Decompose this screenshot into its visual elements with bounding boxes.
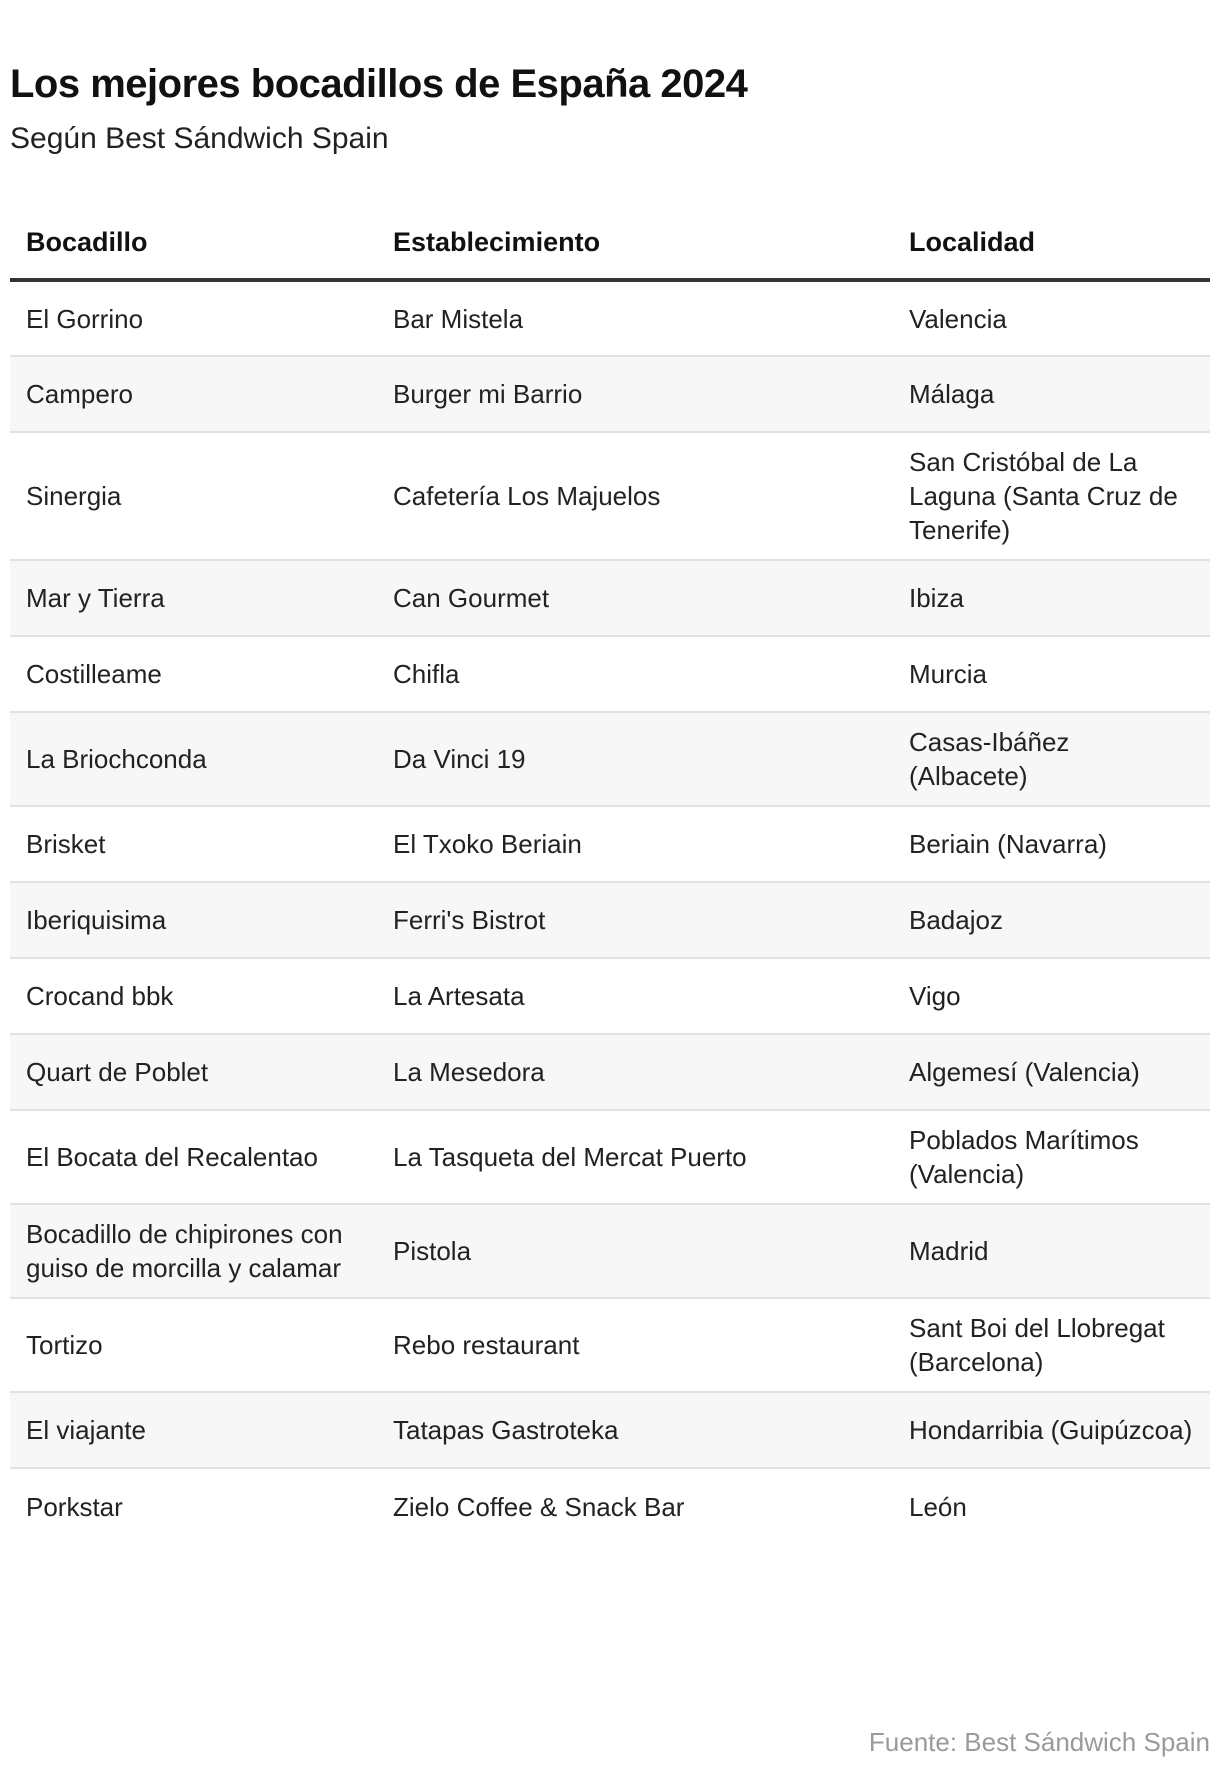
cell-establecimiento: La Tasqueta del Mercat Puerto: [377, 1110, 893, 1204]
table-row: [10, 806, 1210, 882]
cell-localidad: Badajoz: [893, 882, 1210, 958]
cell-bocadillo: Sinergia: [10, 432, 377, 560]
table-row: [10, 712, 1210, 806]
page-subtitle: Según Best Sándwich Spain: [10, 122, 389, 155]
table-row: [10, 1204, 1210, 1298]
page-title: Los mejores bocadillos de España 2024: [10, 62, 748, 106]
cell-establecimiento: Pistola: [377, 1204, 893, 1298]
cell-establecimiento: El Txoko Beriain: [377, 806, 893, 882]
cell-localidad: Madrid: [893, 1204, 1210, 1298]
table-header: [10, 206, 1210, 280]
cell-establecimiento: Rebo restaurant: [377, 1298, 893, 1392]
cell-establecimiento: La Artesata: [377, 958, 893, 1034]
cell-bocadillo: Iberiquisima: [10, 882, 377, 958]
cell-bocadillo: Porkstar: [26, 1491, 123, 1522]
column-header-bocadillo: Bocadillo: [10, 206, 377, 280]
cell-establecimiento: Da Vinci 19: [377, 712, 893, 806]
cell-establecimiento: Cafetería Los Majuelos: [377, 432, 893, 560]
column-header-establecimiento: Establecimiento: [377, 206, 893, 280]
table-row: [10, 356, 1210, 432]
cell-bocadillo: Mar y Tierra: [10, 560, 377, 636]
cell-establecimiento: Burger mi Barrio: [377, 356, 893, 432]
cell-establecimiento: Tatapas Gastroteka: [377, 1392, 893, 1468]
header-row: [10, 206, 1210, 280]
cell-localidad: Casas-Ibáñez (Albacete): [893, 712, 1210, 806]
source-note: Fuente: Best Sándwich Spain: [868, 1727, 1210, 1757]
cell-bocadillo: Quart de Poblet: [10, 1034, 377, 1110]
cell-localidad: Beriain (Navarra): [893, 806, 1210, 882]
cell-localidad: Valencia: [893, 280, 1210, 356]
cell-establecimiento: Bar Mistela: [377, 280, 893, 356]
table-body: [10, 280, 1210, 1544]
cell-establecimiento: La Mesedora: [377, 1034, 893, 1110]
cell-bocadillo: Costilleame: [10, 636, 377, 712]
table-row: [10, 636, 1210, 712]
cell-establecimiento: Can Gourmet: [377, 560, 893, 636]
cell-localidad: Algemesí (Valencia): [893, 1034, 1210, 1110]
table-row: [10, 432, 1210, 560]
cell-localidad: Murcia: [893, 636, 1210, 712]
table-row: [10, 882, 1210, 958]
cell-localidad: León: [909, 1491, 967, 1522]
bocadillos-table: [10, 206, 1210, 1544]
table-row: [10, 1034, 1210, 1110]
cell-localidad: San Cristóbal de La Laguna (Santa Cruz de Tenerife): [893, 432, 1210, 560]
cell-establecimiento: Ferri's Bistrot: [377, 882, 893, 958]
table-row: [10, 958, 1210, 1034]
cell-establecimiento: Zielo Coffee & Snack Bar: [393, 1491, 685, 1522]
cell-bocadillo: El Bocata del Recalentao: [10, 1110, 377, 1204]
cell-bocadillo: Bocadillo de chipirones con guiso de morcilla y calamar: [10, 1204, 377, 1298]
cell-bocadillo: La Briochconda: [10, 712, 377, 806]
table-row: [10, 1298, 1210, 1392]
table-row: [10, 1110, 1210, 1204]
cell-localidad: Málaga: [893, 356, 1210, 432]
cell-localidad: Hondarribia (Guipúzcoa): [893, 1392, 1210, 1468]
table-row: [10, 280, 1210, 356]
cell-bocadillo: Tortizo: [10, 1298, 377, 1392]
cell-bocadillo: El viajante: [10, 1392, 377, 1468]
table-row: [10, 1468, 1210, 1544]
cell-localidad: Vigo: [893, 958, 1210, 1034]
cell-localidad: Poblados Marítimos (Valencia): [893, 1110, 1210, 1204]
cell-bocadillo: Crocand bbk: [10, 958, 377, 1034]
cell-bocadillo: Brisket: [10, 806, 377, 882]
cell-bocadillo: Campero: [10, 356, 377, 432]
table-row: [10, 1392, 1210, 1468]
cell-localidad: Sant Boi del Llobregat (Barcelona): [893, 1298, 1210, 1392]
column-header-localidad: Localidad: [893, 206, 1210, 280]
cell-bocadillo: El Gorrino: [10, 280, 377, 356]
cell-establecimiento: Chifla: [377, 636, 893, 712]
cell-localidad: Ibiza: [893, 560, 1210, 636]
table-row: [10, 560, 1210, 636]
